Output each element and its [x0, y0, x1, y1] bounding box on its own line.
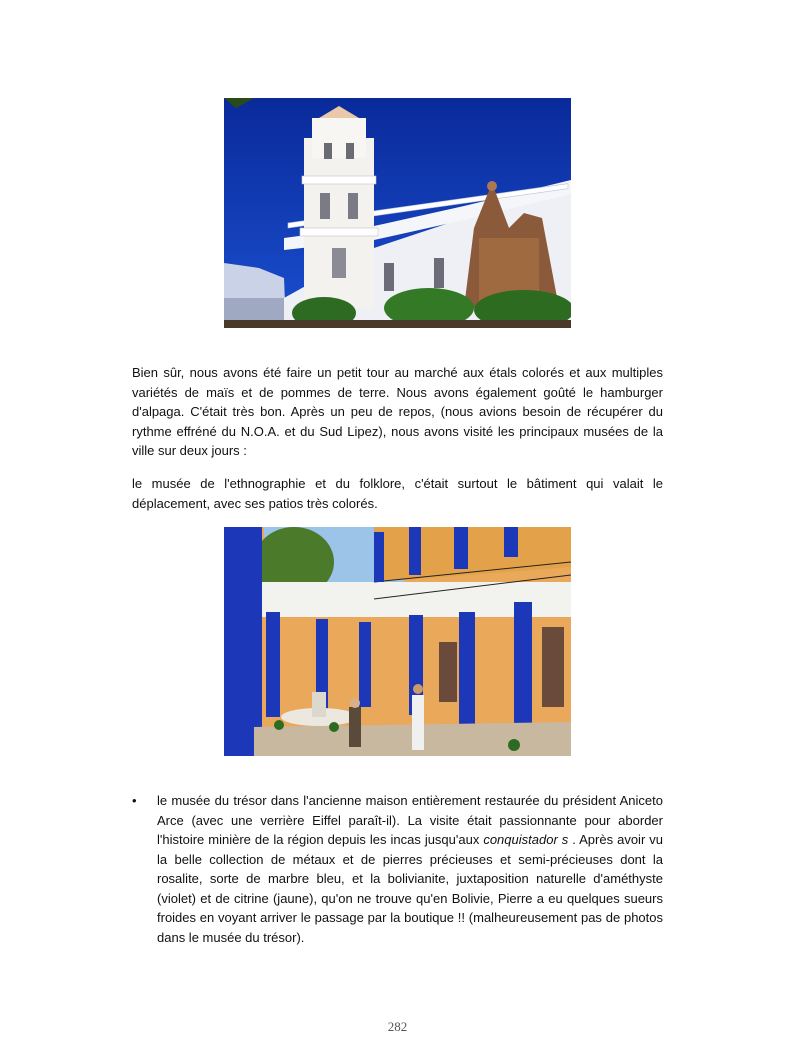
treasure-text-end: . Après avoir vu la belle collection de métaux et de pierres précieuses et semi-précieuses dont la rosalite, sorte de marbre bleu, et la bolivianite, juxtaposition naturelle d'améthyste (violet) et de citrine (jaune), qu'on ne trouve qu'en Bolivie, Pierre a eu quelques sueurs froides en voyant arriver le passage par la boutique !! (malheureusement pas de photos dans le musée du trésor). — [157, 832, 663, 945]
ethnography-museum-paragraph: le musée de l'ethnographie et du folklore, c'était surtout le bâtiment qui valait le déplacement, avec ses patios très colorés. — [132, 476, 663, 511]
treasure-text-start: le musée du trésor dans l'ancienne maison entièrement restaurée du président Aniceto Arce (avec une verrière Eiffel paraît-il). La visite était passionnante pour aborder l'histoire minière de la région depuis les incas jusqu'aux — [157, 793, 663, 847]
bullet-marker: • — [132, 793, 137, 808]
market-paragraph: Bien sûr, nous avons été faire un petit tour au marché aux étals colorés et aux multiples variétés de maïs et de pommes de terre. Nous avons également goûté le hamburger d'alpaga. C'était très bon. Après un peu de repos, (nous avions besoin de récupérer du rythme effréné du N.O.A. et du Sud Lipez), nous avons visité les principaux musées de la ville sur deux jours : — [132, 365, 663, 458]
museum-patio-photo — [224, 527, 571, 756]
cathedral-photo — [224, 98, 571, 328]
page-number: 282 — [387, 1019, 408, 1034]
conquistadors-emphasis: conquistador s — [483, 832, 569, 847]
treasure-museum-text — [157, 791, 663, 947]
